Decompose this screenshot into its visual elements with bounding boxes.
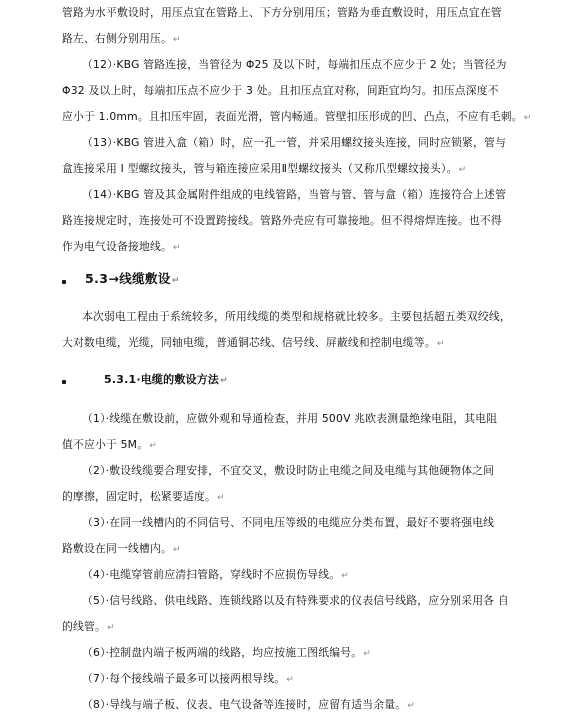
paragraph-mark: ↵ (286, 675, 294, 685)
text-line: 值不应小于 5M。↵ (62, 438, 157, 451)
text-line: 应小于 1.0mm。且扣压牢固，表面光滑，管内畅通。管壁扣压形成的凹、凸点，不应有毛刺。↵ (62, 110, 532, 123)
text-line: 作为电气设备接地线。↵ (62, 240, 181, 253)
paragraph-mark: ↵ (363, 649, 371, 659)
text-line: （13）·KBG 管进入盒（箱）时，应一孔一管，并采用螺纹接头连接，同时应锁紧，管与 (82, 136, 507, 149)
list-item: （4）·电缆穿管前应清扫管路，穿线时不应损伤导线。↵ (82, 568, 349, 581)
paragraph-mark: ↵ (458, 165, 467, 175)
heading-bullet (62, 280, 66, 284)
section-heading: 5.3→线缆敷设↵ (85, 271, 180, 286)
text-line: 本次弱电工程由于系统较多，所用线缆的类型和规格就比较多。主要包括超五类双绞线， (82, 310, 511, 323)
text-line: 的线管。↵ (62, 620, 115, 633)
subsection-heading: 5.3.1·电缆的敷设方法↵ (104, 373, 228, 386)
text-line: 盒连接采用 I 型螺纹接头，管与箱连接应采用Ⅱ型螺纹接头（又称爪型螺纹接头）。↵ (62, 162, 467, 175)
list-item: （6）·控制盘内端子板两端的线路，均应按施工图纸编号。↵ (82, 646, 371, 659)
text-line: 路敷设在同一线槽内。↵ (62, 542, 181, 555)
list-item: （1）·线缆在敷设前，应做外观和导通检查，并用 500V 兆欧表测量绝缘电阻，其电阻 (82, 412, 498, 425)
paragraph-mark: ↵ (220, 376, 228, 386)
text-line: （14）·KBG 管及其金属附件组成的电线管路，当管与管、管与盒（箱）连接符合上述管 (82, 188, 507, 201)
text-line: 的摩擦，固定时，松紧要适度。↵ (62, 490, 225, 503)
list-item: （3）·在同一线槽内的不同信号、不同电压等级的电缆应分类布置，最好不要将强电线 (82, 516, 495, 529)
list-item: （8）·导线与端子板、仪表、电气设备等连接时，应留有适当余量。↵ (82, 698, 415, 711)
paragraph-mark: ↵ (172, 545, 181, 555)
paragraph-mark: ↵ (341, 571, 349, 581)
paragraph-mark: ↵ (172, 243, 181, 253)
paragraph-mark: ↵ (171, 276, 180, 286)
text-line: 大对数电缆，光缆，同轴电缆，普通铜芯线、信号线、屏蔽线和控制电缆等。↵ (62, 336, 445, 349)
text-line: 管路为水平敷设时，用压点宜在管路上、下方分别用压；管路为垂直敷设时，用压点宜在管 (62, 6, 502, 19)
list-item: （7）·每个接线端子最多可以接两根导线。↵ (82, 672, 294, 685)
list-item: （2）·敷设线缆要合理安排，不宜交叉，敷设时防止电缆之间及电缆与其他硬物体之间 (82, 464, 495, 477)
text-line: （12）·KBG 管路连接，当管径为 Φ25 及以下时，每端扣压点不应少于 2 处；当管径为 (82, 58, 507, 71)
paragraph-mark: ↵ (436, 339, 445, 349)
paragraph-mark: ↵ (107, 623, 115, 633)
paragraph-mark: ↵ (407, 701, 415, 711)
list-item: （5）·信号线路、供电线路、连锁线路以及有特殊要求的仪表信号线路，应分别采用各 自 (82, 594, 509, 607)
paragraph-mark: ↵ (216, 493, 225, 503)
paragraph-mark: ↵ (172, 35, 181, 45)
paragraph-mark: ↵ (149, 441, 157, 451)
text-line: 路连接规定时，连接处可不设置跨接线。管路外壳应有可靠接地。但不得熔焊连接。也不得 (62, 214, 502, 227)
text-line: 路左、右侧分别用压。↵ (62, 32, 181, 45)
text-line: Φ32 及以上时，每端扣压点不应少于 3 处。且扣压点宜对称，间距宜均匀。扣压点深度不 (62, 84, 499, 97)
paragraph-mark: ↵ (523, 113, 532, 123)
subheading-bullet (62, 380, 66, 384)
